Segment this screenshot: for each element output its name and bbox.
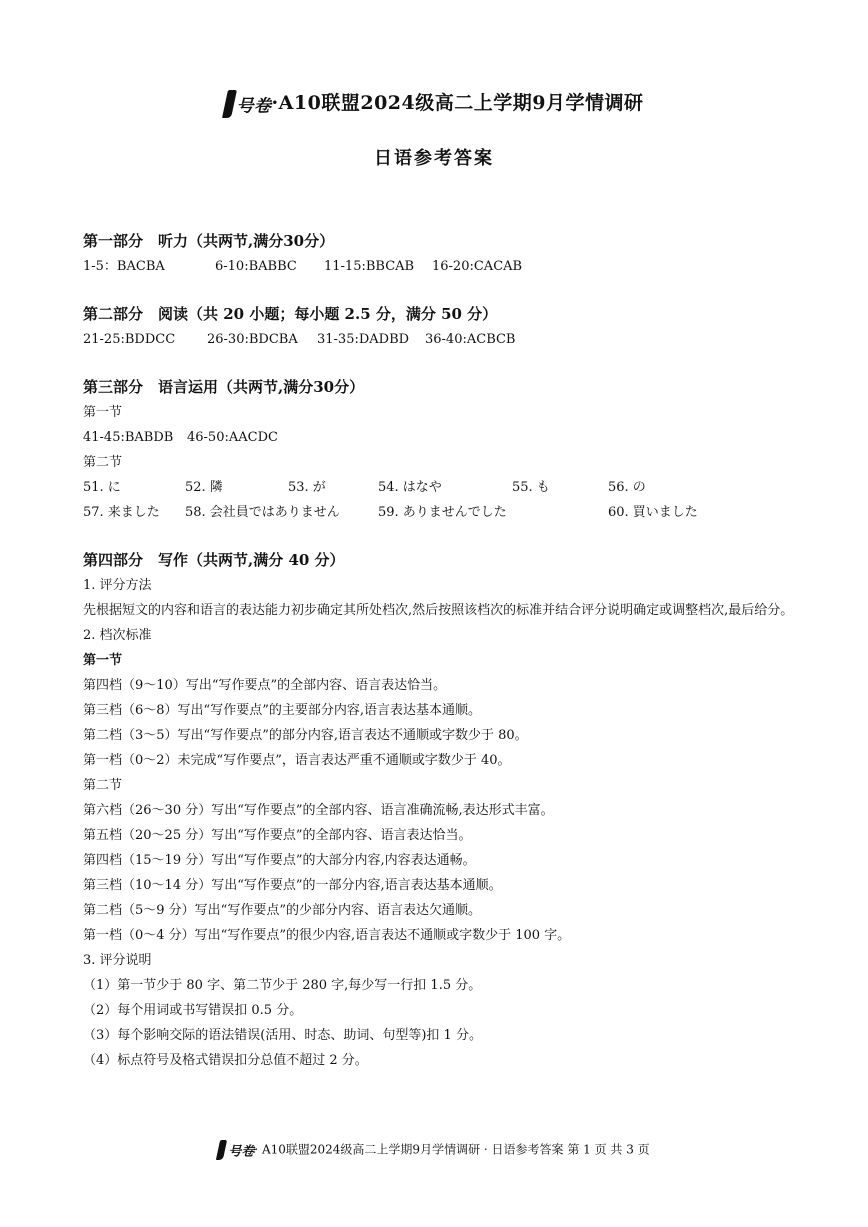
grade-standard-heading: 2. 档次标准 bbox=[83, 628, 152, 643]
document-subtitle: 日语参考答案 bbox=[374, 148, 494, 169]
grade-level: 第一档（0～4 分）写出“写作要点”的很少内容,语言表达不通顺或字数少于 100 字。 bbox=[83, 928, 571, 943]
title-text: ·A10联盟2024级高二上学期9月学情调研 bbox=[271, 92, 644, 114]
answer-group: 46-50:AACDC bbox=[187, 430, 278, 445]
fill-answer: 59. ありませんでした bbox=[378, 505, 507, 520]
scoring-note: （2）每个用词或书写错误扣 0.5 分。 bbox=[83, 1003, 303, 1018]
grade-level: 第三档（6～8）写出“写作要点”的主要部分内容,语言表达基本通顺。 bbox=[83, 703, 481, 718]
part2-title: 第二部分 阅读（共 20 小题；每小题 2.5 分，满分 50 分） bbox=[83, 305, 498, 323]
brush-stroke-icon bbox=[216, 1140, 227, 1160]
section2-label: 第二节 bbox=[83, 778, 123, 793]
scoring-note: （4）标点符号及格式错误扣分总值不超过 2 分。 bbox=[83, 1053, 368, 1068]
answer-group: 1-5：BACBA bbox=[83, 259, 165, 274]
brand-logo bbox=[225, 90, 272, 118]
section1-label: 第一节 bbox=[83, 653, 123, 668]
footer-text: · A10联盟2024级高二上学期9月学情调研 · 日语参考答案 第 1 页 共 3 页 bbox=[254, 1142, 650, 1157]
answer-group: 26-30:BDCBA bbox=[207, 332, 298, 347]
part3-section2-row1 bbox=[83, 475, 803, 500]
part3-section1-answers bbox=[83, 425, 803, 450]
grade-level: 第六档（26～30 分）写出“写作要点”的全部内容、语言准确流畅,表达形式丰富。 bbox=[83, 803, 554, 818]
answer-group: 41-45:BABDB bbox=[83, 430, 174, 445]
grade-level: 第二档（5～9 分）写出“写作要点”的少部分内容、语言表达欠通顺。 bbox=[83, 903, 481, 918]
answer-group: 21-25:BDDCC bbox=[83, 332, 176, 347]
part4-title: 第四部分 写作（共两节,满分 40 分） bbox=[83, 551, 345, 569]
fill-answer: 58. 会社員ではありません bbox=[185, 505, 340, 520]
answer-group: 6-10:BABBC bbox=[215, 259, 297, 274]
grade-level: 第四档（9～10）写出“写作要点”的全部内容、语言表达恰当。 bbox=[83, 678, 447, 693]
scoring-note: （1）第一节少于 80 字、第二节少于 280 字,每少写一行扣 1.5 分。 bbox=[83, 978, 482, 993]
scoring-notes-heading: 3. 评分说明 bbox=[83, 953, 152, 968]
logo-text: 号卷 bbox=[228, 1144, 255, 1160]
grade-level: 第二档（3～5）写出“写作要点”的部分内容,语言表达不通顺或字数少于 80。 bbox=[83, 728, 528, 743]
fill-answer: 53. が bbox=[288, 480, 326, 495]
page-header bbox=[0, 88, 868, 170]
part2-answers bbox=[83, 327, 803, 352]
part3-section2-label: 第二节 bbox=[83, 455, 123, 470]
answer-group: 11-15:BBCAB bbox=[324, 259, 415, 274]
fill-answer: 54. はなや bbox=[378, 480, 442, 495]
content-body bbox=[83, 228, 803, 1073]
scoring-method-text: 先根据短文的内容和语言的表达能力初步确定其所处档次,然后按照该档次的标准并结合评分说明确定或调整档次,最后给分。 bbox=[83, 603, 794, 618]
fill-answer: 55. も bbox=[512, 480, 550, 495]
scoring-note: （3）每个影响交际的语法错误(活用、时态、助词、句型等)扣 1 分。 bbox=[83, 1028, 482, 1043]
part3-section2-row2 bbox=[83, 500, 803, 525]
footer-logo bbox=[218, 1140, 254, 1160]
fill-answer: 52. 隣 bbox=[185, 480, 223, 495]
fill-answer: 57. 来ました bbox=[83, 505, 160, 520]
part3-title: 第三部分 语言运用（共两节,满分30分） bbox=[83, 378, 365, 396]
brush-stroke-icon bbox=[222, 90, 237, 118]
part3-section1-label: 第一节 bbox=[83, 405, 123, 420]
grade-level: 第一档（0～2）未完成“写作要点”，语言表达严重不通顺或字数少于 40。 bbox=[83, 753, 511, 768]
scoring-method-heading: 1. 评分方法 bbox=[83, 578, 152, 593]
fill-answer: 56. の bbox=[608, 480, 646, 495]
grade-level: 第五档（20～25 分）写出“写作要点”的全部内容、语言表达恰当。 bbox=[83, 828, 472, 843]
fill-answer: 60. 買いました bbox=[608, 505, 698, 520]
grade-level: 第四档（15～19 分）写出“写作要点”的大部分内容,内容表达通畅。 bbox=[83, 853, 476, 868]
document-title bbox=[0, 88, 868, 118]
page-footer bbox=[0, 1140, 868, 1160]
answer-group: 16-20:CACAB bbox=[432, 259, 523, 274]
answer-group: 36-40:ACBCB bbox=[425, 332, 516, 347]
part1-title: 第一部分 听力（共两节,满分30分） bbox=[83, 232, 335, 250]
answer-group: 31-35:DADBD bbox=[317, 332, 410, 347]
logo-text: 号卷 bbox=[236, 96, 272, 117]
grade-level: 第三档（10～14 分）写出“写作要点”的一部分内容,语言表达基本通顺。 bbox=[83, 878, 502, 893]
part1-answers bbox=[83, 254, 803, 279]
fill-answer: 51. に bbox=[83, 480, 121, 495]
